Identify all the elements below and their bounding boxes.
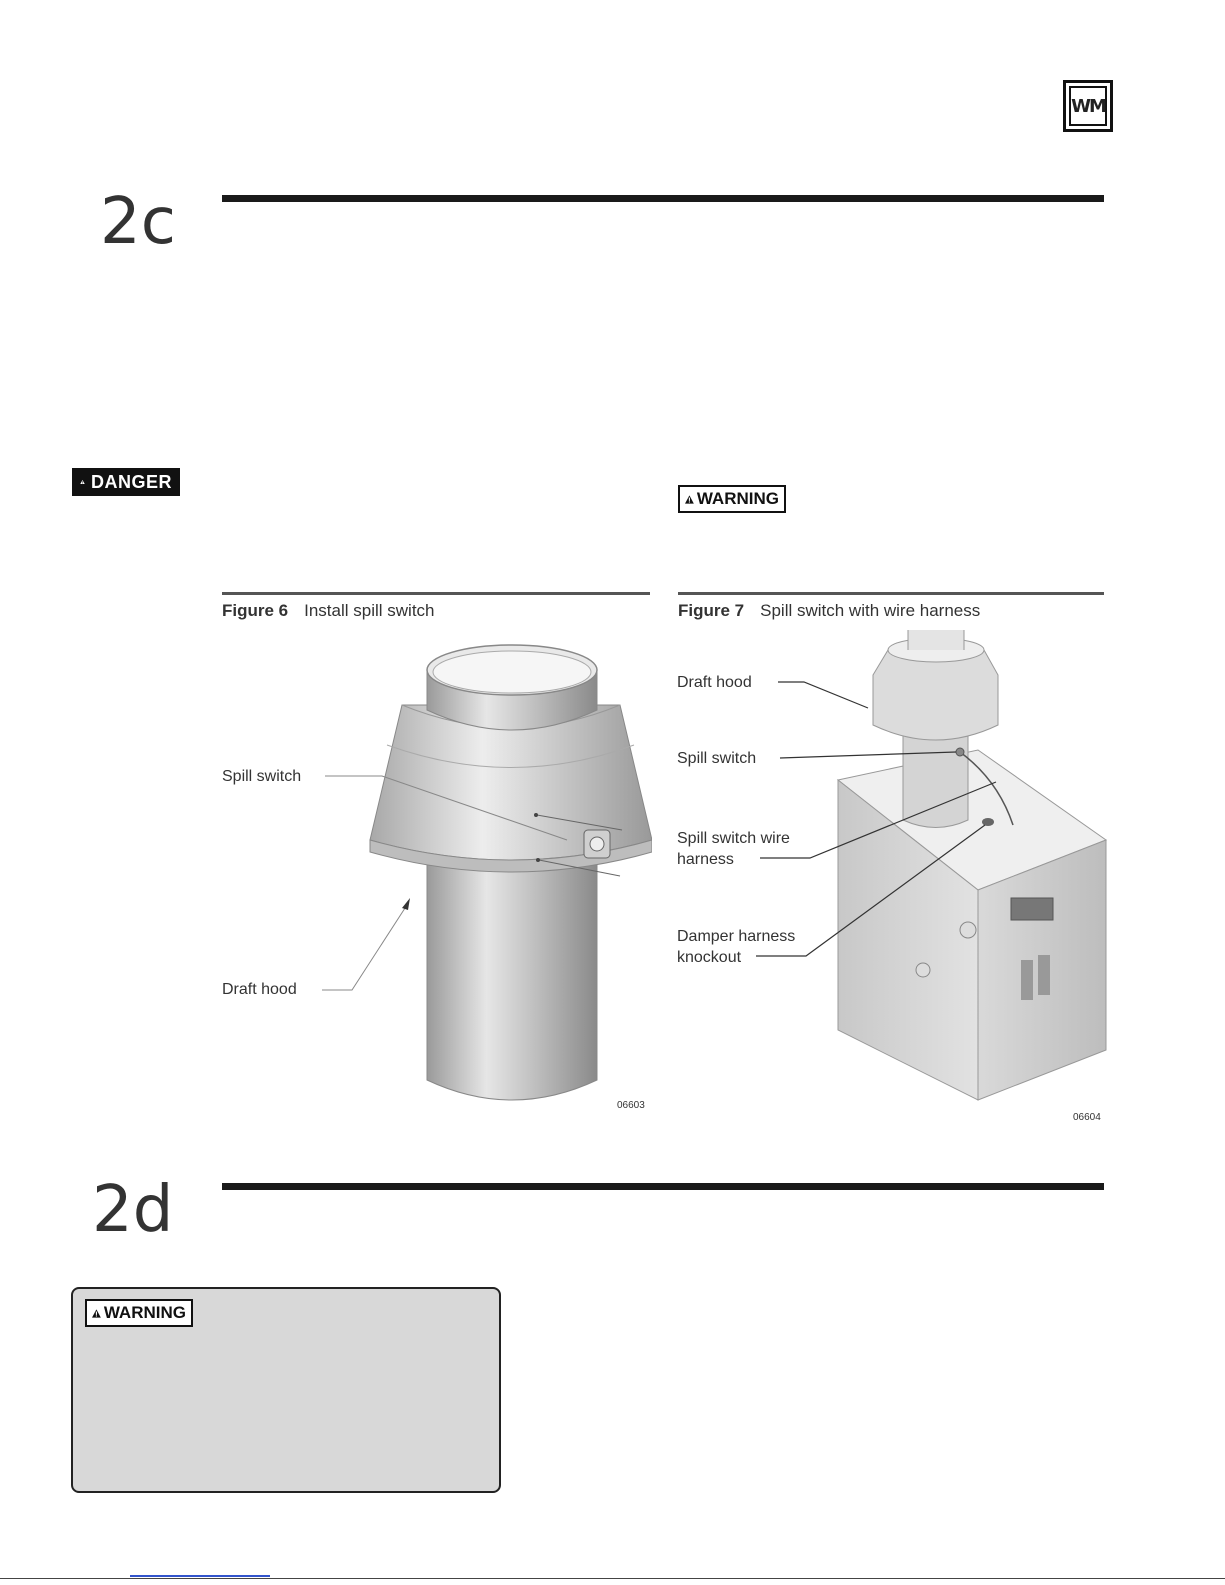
figure-6-title: Install spill switch (304, 601, 435, 620)
fig7-callout-spill-switch: Spill switch (677, 750, 757, 767)
warning-label: WARNING (696, 489, 779, 508)
figure-6-rule (222, 592, 650, 595)
fig6-callout-draft-hood: Draft hood (222, 981, 297, 998)
fig7-callout-draft-hood: Draft hood (677, 674, 752, 691)
figure-7-title: Spill switch with wire harness (760, 601, 981, 620)
figure-7-caption (678, 601, 980, 621)
section-2c-rule (222, 195, 1104, 202)
figure-6-illustration (222, 630, 652, 1120)
fig7-callout-wire-harness (677, 828, 790, 870)
warning-badge-2d (85, 1299, 193, 1327)
fig7-callout-damper-knockout (677, 926, 795, 968)
figure-7-code: 06604 (1073, 1112, 1101, 1123)
warning-badge-2c (678, 485, 786, 513)
section-number-2d: 2d (92, 1173, 174, 1247)
brand-logo (1063, 80, 1113, 132)
warning-label: WARNING (103, 1303, 186, 1322)
warning-box-2d (71, 1287, 501, 1493)
figure-6-label: Figure 6 (222, 601, 289, 620)
fig7-callout-damper-line1: Damper harness (677, 928, 796, 945)
warning-triangle-icon (92, 1306, 101, 1321)
fig6-callout-spill-switch: Spill switch (222, 768, 302, 785)
figure-7-rule (678, 592, 1104, 595)
brand-logo-mark: WM (1069, 86, 1107, 126)
warning-triangle-icon (80, 474, 85, 490)
fig7-callout-wire-harness-line2: harness (677, 851, 734, 868)
fig7-callout-wire-harness-line1: Spill switch wire (677, 830, 790, 847)
fig7-callout-damper-line2: knockout (677, 949, 742, 966)
figure-7-illustration (678, 630, 1108, 1120)
section-2d-rule (222, 1183, 1104, 1190)
figure-7-label: Figure 7 (678, 601, 745, 620)
figure-6-code: 06603 (617, 1100, 645, 1111)
warning-triangle-icon (685, 492, 694, 507)
footer-link[interactable] (130, 1575, 270, 1577)
danger-label: DANGER (90, 471, 172, 492)
danger-badge (72, 468, 180, 496)
figure-6-caption (222, 601, 435, 621)
footer-rule (0, 1578, 1225, 1579)
section-number-2c: 2c (100, 185, 176, 259)
